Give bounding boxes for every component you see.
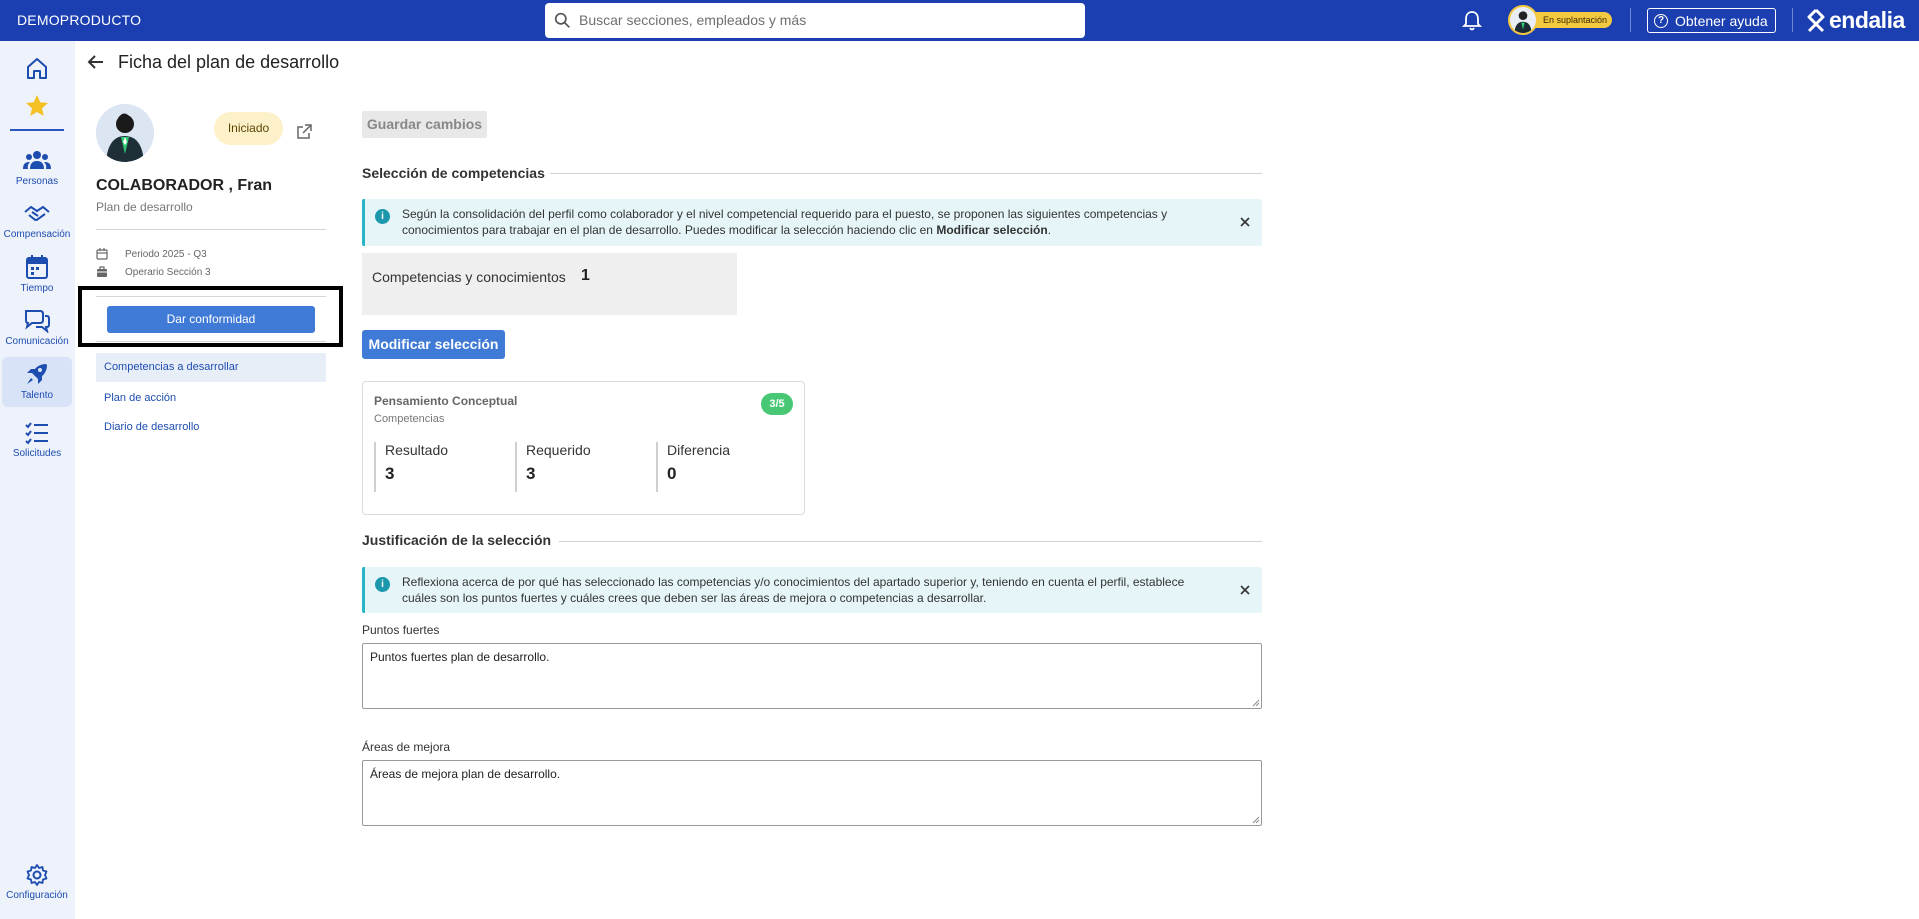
top-bar: [0, 0, 1919, 41]
plan-type: Plan de desarrollo: [96, 200, 193, 214]
sidebar-item-label: Compensación: [3, 229, 71, 240]
page-title: Ficha del plan de desarrollo: [118, 52, 340, 72]
position-text: Operario Sección 3: [125, 267, 211, 278]
status-badge: Iniciado: [214, 112, 283, 145]
section-title-selection: Selección de competencias: [362, 165, 545, 181]
gear-icon: [25, 863, 49, 887]
close-icon[interactable]: [1238, 215, 1252, 229]
improvements-value: Áreas de mejora plan de desarrollo.: [370, 767, 561, 781]
period-text: Periodo 2025 - Q3: [125, 249, 207, 260]
section-title-justification: Justificación de la selección: [362, 532, 552, 548]
separator: [1630, 8, 1631, 32]
divider: [96, 229, 326, 230]
stat-label: Diferencia: [667, 442, 731, 458]
search-box[interactable]: [545, 3, 1085, 38]
people-icon: [23, 149, 51, 173]
give-consent-button[interactable]: Dar conformidad: [107, 306, 315, 333]
strengths-label: Puntos fuertes: [362, 623, 440, 637]
sidebar-item-tiempo[interactable]: [2, 254, 72, 294]
competency-category: Competencias: [374, 413, 445, 425]
chat-icon: [23, 307, 51, 333]
separator: [1792, 8, 1793, 32]
count-label: Competencias y conocimientos: [372, 269, 566, 285]
sidebar-item-label: Personas: [15, 176, 59, 187]
bell-icon[interactable]: [1462, 10, 1482, 32]
rocket-icon: [24, 361, 50, 387]
calendar-icon: [96, 248, 108, 260]
resize-handle-icon[interactable]: [1252, 699, 1260, 707]
sidebar-item-talento[interactable]: [2, 357, 72, 407]
strengths-textarea[interactable]: [362, 643, 1262, 709]
sidebar-item-label: Configuración: [6, 890, 68, 901]
company-name[interactable]: DEMOPRODUCTO: [17, 12, 142, 28]
stat-diferencia: [656, 442, 730, 492]
search-input[interactable]: Buscar secciones, empleados y más: [579, 12, 807, 28]
modify-selection-button[interactable]: Modificar selección: [362, 330, 505, 359]
sidebar-item-home[interactable]: [2, 55, 72, 84]
competency-name: Pensamiento Conceptual: [374, 394, 518, 408]
competency-card[interactable]: [362, 381, 805, 515]
close-icon[interactable]: [1238, 583, 1252, 597]
improvements-textarea[interactable]: [362, 760, 1262, 826]
help-button[interactable]: [1647, 8, 1776, 33]
section-divider: [559, 541, 1262, 542]
handshake-icon: [23, 202, 51, 226]
calendar-icon: [25, 254, 49, 280]
impersonation-badge: En suplantación: [1535, 12, 1612, 28]
user-avatar: [1508, 5, 1538, 35]
sidebar-item-solicitudes[interactable]: [2, 421, 72, 459]
back-arrow-icon[interactable]: [87, 53, 105, 71]
improvements-label: Áreas de mejora: [362, 740, 451, 754]
info-icon: i: [375, 577, 390, 592]
main-sidebar: [0, 41, 75, 919]
stat-resultado: [374, 442, 448, 492]
sidebar-item-label: Talento: [20, 390, 54, 401]
stat-value: 3: [526, 464, 536, 483]
impersonation-indicator[interactable]: [1508, 5, 1610, 35]
stat-label: Requerido: [526, 442, 591, 458]
info-icon: i: [375, 209, 390, 224]
sidebar-item-personas[interactable]: [2, 149, 72, 187]
sidebar-divider: [10, 129, 64, 131]
score-badge: 3/5: [761, 393, 793, 415]
nav-diario-de-desarrollo[interactable]: Diario de desarrollo: [104, 421, 200, 433]
sidebar-item-label: Solicitudes: [12, 448, 62, 459]
count-value: 1: [581, 267, 590, 284]
help-icon: ?: [1654, 14, 1668, 28]
stat-requerido: [515, 442, 591, 492]
divider: [96, 341, 326, 342]
help-label: Obtener ayuda: [1675, 13, 1768, 29]
info-text: Reflexiona acerca de por qué has seleccionado las competencias y/o conocimientos del apartado superior y, teniendo en cuenta el perfil, establece cuáles son los puntos fuertes y cuáles crees que deben ser las áreas de mejora o competencias a desarrollar.: [402, 575, 1185, 605]
employee-name: COLABORADOR , Fran: [96, 177, 272, 194]
sidebar-item-favorites[interactable]: [2, 93, 72, 122]
stat-value: 3: [385, 464, 395, 483]
search-icon: [554, 12, 571, 29]
save-changes-button[interactable]: Guardar cambios: [362, 111, 487, 138]
sidebar-item-label: Tiempo: [20, 283, 54, 294]
briefcase-icon: [96, 266, 108, 278]
competencies-count-box: [362, 253, 737, 315]
endalia-logo-icon: [1805, 7, 1827, 35]
section-divider: [550, 173, 1262, 174]
star-icon: [24, 93, 50, 119]
home-icon: [24, 55, 50, 81]
sidebar-item-comunicacion[interactable]: [2, 307, 72, 347]
resize-handle-icon[interactable]: [1252, 816, 1260, 824]
nav-plan-de-accion[interactable]: Plan de acción: [104, 392, 177, 404]
info-text: Según la consolidación del perfil como colaborador y el nivel competencial requerido para el puesto, se proponen las siguientes competencias y conocimientos para trabajar en el plan de desarrollo. Puedes modificar la selección haciendo clic en Modificar selección.: [402, 207, 1168, 237]
checklist-icon: [24, 421, 50, 445]
stat-value: 0: [667, 464, 677, 483]
nav-competencias-a-desarrollar[interactable]: Competencias a desarrollar: [96, 353, 326, 382]
logo-text: endalia: [1829, 7, 1905, 33]
stat-label: Resultado: [385, 442, 449, 458]
strengths-value: Puntos fuertes plan de desarrollo.: [370, 650, 550, 664]
sidebar-item-label: Comunicación: [5, 336, 69, 347]
sidebar-item-compensacion[interactable]: [2, 202, 72, 240]
employee-avatar: [96, 104, 154, 162]
divider: [96, 296, 326, 297]
external-link-icon[interactable]: [296, 124, 312, 140]
info-alert-selection: [362, 199, 1262, 246]
sidebar-item-configuracion[interactable]: [2, 863, 72, 901]
info-alert-justification: [362, 567, 1262, 613]
